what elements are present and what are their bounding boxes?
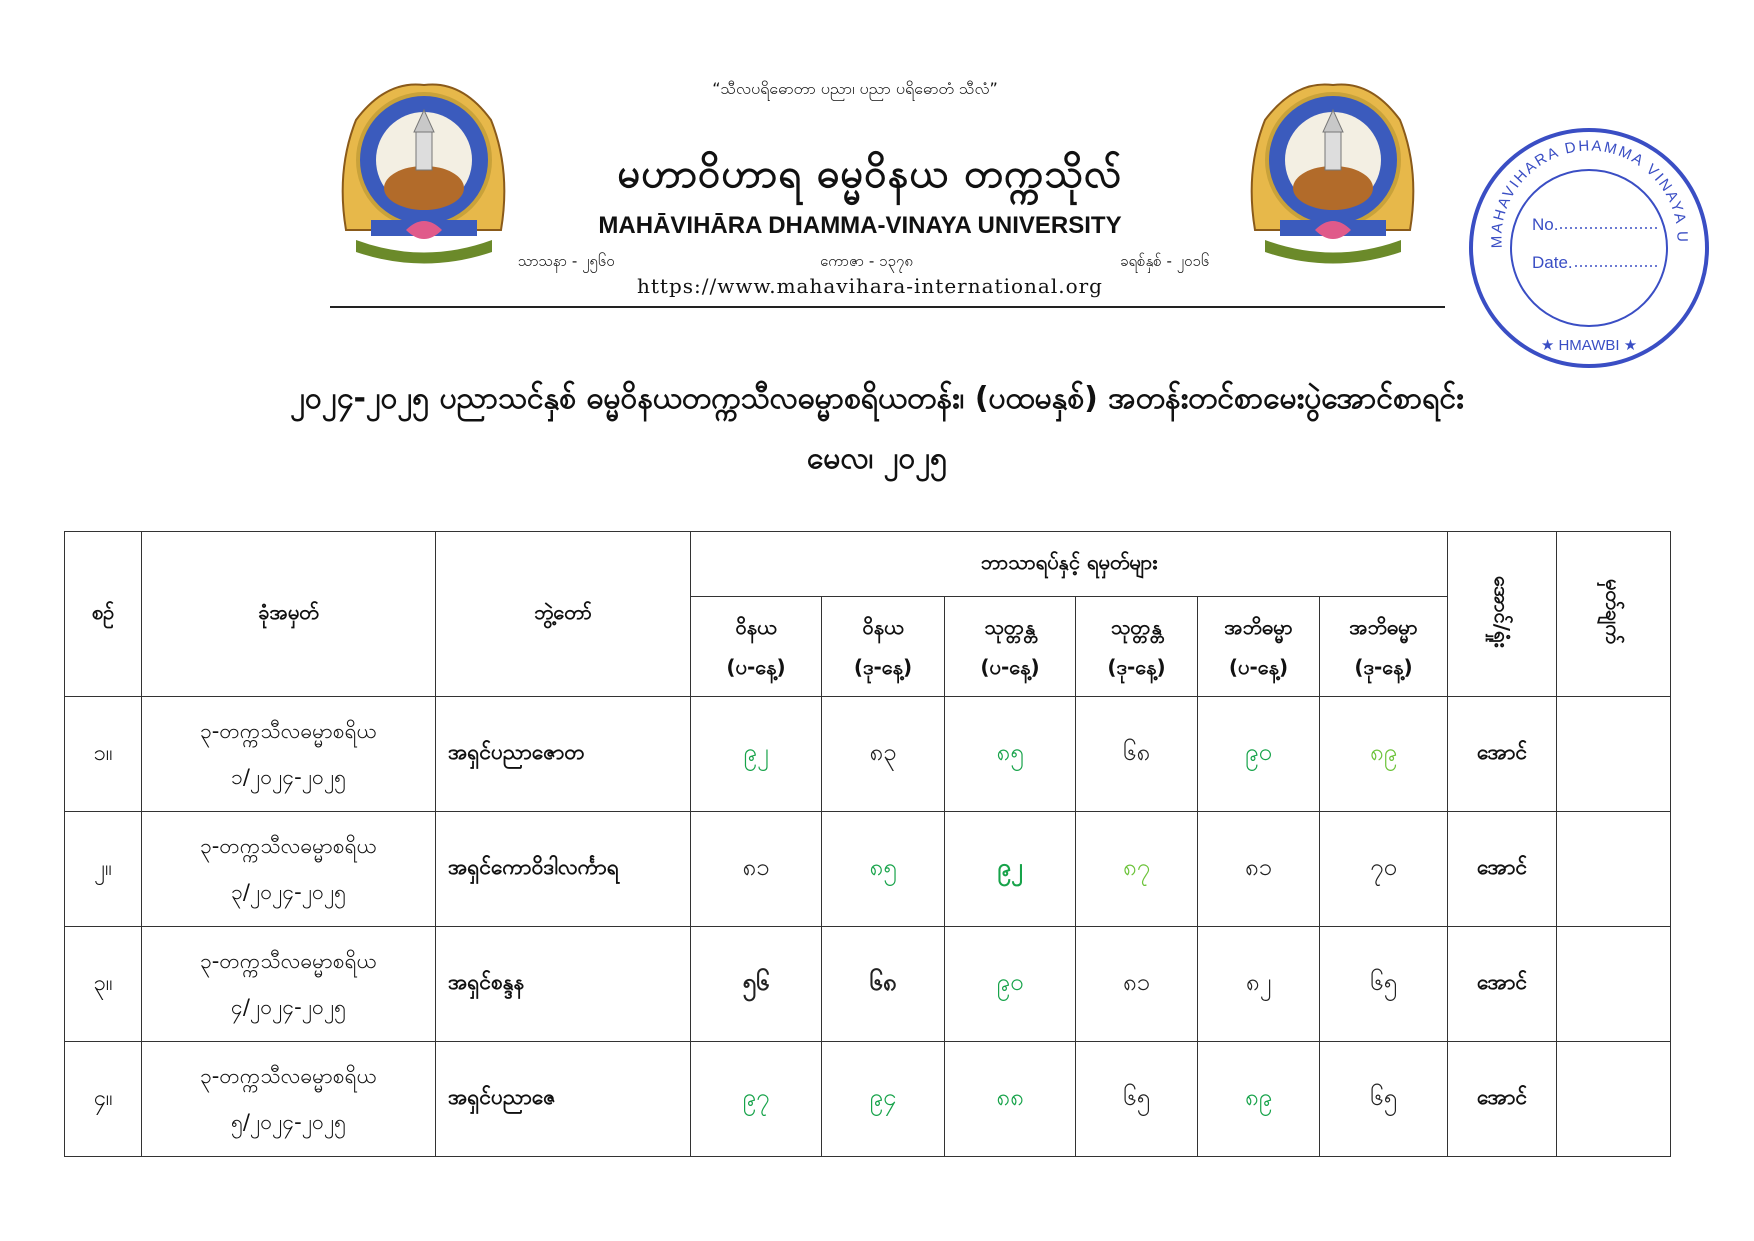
- header-divider: [330, 306, 1445, 308]
- row-mark: ၅၆: [691, 927, 822, 1042]
- stamp-no-label: No.: [1532, 215, 1559, 234]
- university-logo-right: [1245, 80, 1420, 265]
- row-roll: ၃-တက္ကသီလဓမ္မာစရိယ ၁/၂၀၂၄-၂၀၂၅: [142, 697, 436, 812]
- subject-suttanta-2: သုတ္တန္တ (ဒု-နေ့): [1076, 597, 1198, 697]
- row-mark: ၈၃: [822, 697, 945, 812]
- header-result-cell: [1448, 532, 1557, 697]
- website-url[interactable]: https://www.mahavihara-international.org: [637, 274, 1103, 298]
- table-row: [65, 812, 1671, 927]
- row-mark: ၈၉: [1320, 697, 1448, 812]
- row-mark: ၉၀: [1198, 697, 1320, 812]
- table-row: [65, 1042, 1671, 1157]
- row-no: ၄။: [65, 1042, 142, 1157]
- exam-results-table: [64, 531, 1671, 1157]
- row-remark: [1557, 697, 1671, 812]
- row-mark: ၈၅: [822, 812, 945, 927]
- header-remark-cell: [1557, 532, 1671, 697]
- row-name: အရှင်ပညာဇောတ: [436, 697, 691, 812]
- row-mark: ၇၀: [1320, 812, 1448, 927]
- header-result: အောင်/ရှုံး: [1490, 575, 1515, 648]
- row-mark: ၈၁: [1076, 927, 1198, 1042]
- row-mark: ၆၅: [1320, 1042, 1448, 1157]
- row-result: အောင်: [1448, 927, 1557, 1042]
- row-mark: ၈၇: [1076, 812, 1198, 927]
- subject-abhidhamma-1: အဘိဓမ္မာ (ပ-နေ့): [1198, 597, 1320, 697]
- row-mark: ၉၀: [945, 927, 1076, 1042]
- row-mark: ၈၂: [1198, 927, 1320, 1042]
- row-result: အောင်: [1448, 812, 1557, 927]
- row-mark: ၈၁: [691, 812, 822, 927]
- row-mark: ၆၅: [1320, 927, 1448, 1042]
- row-no: ၃။: [65, 927, 142, 1042]
- row-no: ၂။: [65, 812, 142, 927]
- row-mark: ၈၁: [1198, 812, 1320, 927]
- svg-text:MAHAVIHARA DHAMMA VINAYA UNIVE: [1462, 118, 1691, 248]
- stamp-date-label: Date.: [1532, 253, 1573, 272]
- row-mark: ၉၂: [691, 697, 822, 812]
- header-remark: မှတ်ချက်: [1601, 579, 1626, 644]
- university-logo-left: [336, 80, 511, 265]
- row-mark: ၉၄: [822, 1042, 945, 1157]
- subject-abhidhamma-2: အဘိဓမ္မာ (ဒု-နေ့): [1320, 597, 1448, 697]
- row-name: အရှင်စန္ဒန: [436, 927, 691, 1042]
- row-mark: ၉၂: [945, 812, 1076, 927]
- row-name: အရှင်ကောဝိဒါလင်္ကာရ: [436, 812, 691, 927]
- row-mark: ၆၈: [822, 927, 945, 1042]
- row-name: အရှင်ပညာဇေ: [436, 1042, 691, 1157]
- row-remark: [1557, 927, 1671, 1042]
- row-roll: ၃-တက္ကသီလဓမ္မာစရိယ ၄/၂၀၂၄-၂၀၂၅: [142, 927, 436, 1042]
- table-row: [65, 697, 1671, 812]
- row-mark: ၈၈: [945, 1042, 1076, 1157]
- era-christian: ခရစ်နှစ် - ၂၀၁၆: [1120, 252, 1210, 270]
- table-header-row: [65, 532, 1671, 597]
- document-title: ၂၀၂၄-၂၀၂၅ ပညာသင်နှစ် ဓမ္မဝိနယတက္ကသီလဓမ္မာစရိယတန်း၊ (ပထမနှစ်) အတန်းတင်စာမေးပွဲအောင်စာရင်း: [290, 381, 1464, 416]
- header-name: ဘွဲ့တော်: [436, 532, 691, 697]
- row-mark: ၆၈: [1076, 697, 1198, 812]
- row-roll: ၃-တက္ကသီလဓမ္မာစရိယ ၃/၂၀၂၄-၂၀၂၅: [142, 812, 436, 927]
- document-subtitle-date: မေလ၊ ၂၀၂၅: [807, 441, 947, 476]
- row-remark: [1557, 812, 1671, 927]
- stamp-bottom-text: ★ HMAWBI ★: [1540, 337, 1638, 354]
- era-myanmar: ကောဇာ - ၁၃၇၈: [820, 252, 913, 270]
- row-no: ၁။: [65, 697, 142, 812]
- row-mark: ၈၅: [945, 697, 1076, 812]
- university-stamp: [1462, 118, 1712, 368]
- row-mark: ၆၅: [1076, 1042, 1198, 1157]
- header-roll: ခုံအမှတ်: [142, 532, 436, 697]
- row-result: အောင်: [1448, 1042, 1557, 1157]
- university-motto: “သီလပရိဓောတာ ပညာ၊ ပညာ ပရိဓောတံ သီလံ”: [712, 79, 998, 98]
- header-no: စဉ်: [65, 532, 142, 697]
- row-remark: [1557, 1042, 1671, 1157]
- row-result: အောင်: [1448, 697, 1557, 812]
- subject-vinaya-1: ဝိနယ (ပ-နေ့): [691, 597, 822, 697]
- university-name-english: MAHĀVIHĀRA DHAMMA-VINAYA UNIVERSITY: [598, 212, 1122, 239]
- subject-suttanta-1: သုတ္တန္တ (ပ-နေ့): [945, 597, 1076, 697]
- row-roll: ၃-တက္ကသီလဓမ္မာစရိယ ၅/၂၀၂၄-၂၀၂၅: [142, 1042, 436, 1157]
- subject-vinaya-2: ဝိနယ (ဒု-နေ့): [822, 597, 945, 697]
- row-mark: ၈၉: [1198, 1042, 1320, 1157]
- row-mark: ၉၇: [691, 1042, 822, 1157]
- university-name-myanmar: မဟာဝိဟာရ ဓမ္မဝိနယ တက္ကသိုလ်: [617, 151, 1123, 197]
- table-row: [65, 927, 1671, 1042]
- era-buddhist: သာသနာ - ၂၅၆၀: [518, 252, 615, 270]
- stamp-ring-text: MAHAVIHARA DHAMMA VINAYA U: [1488, 137, 1691, 249]
- header-subjects: ဘာသာရပ်နှင့် ရမှတ်များ: [691, 532, 1448, 597]
